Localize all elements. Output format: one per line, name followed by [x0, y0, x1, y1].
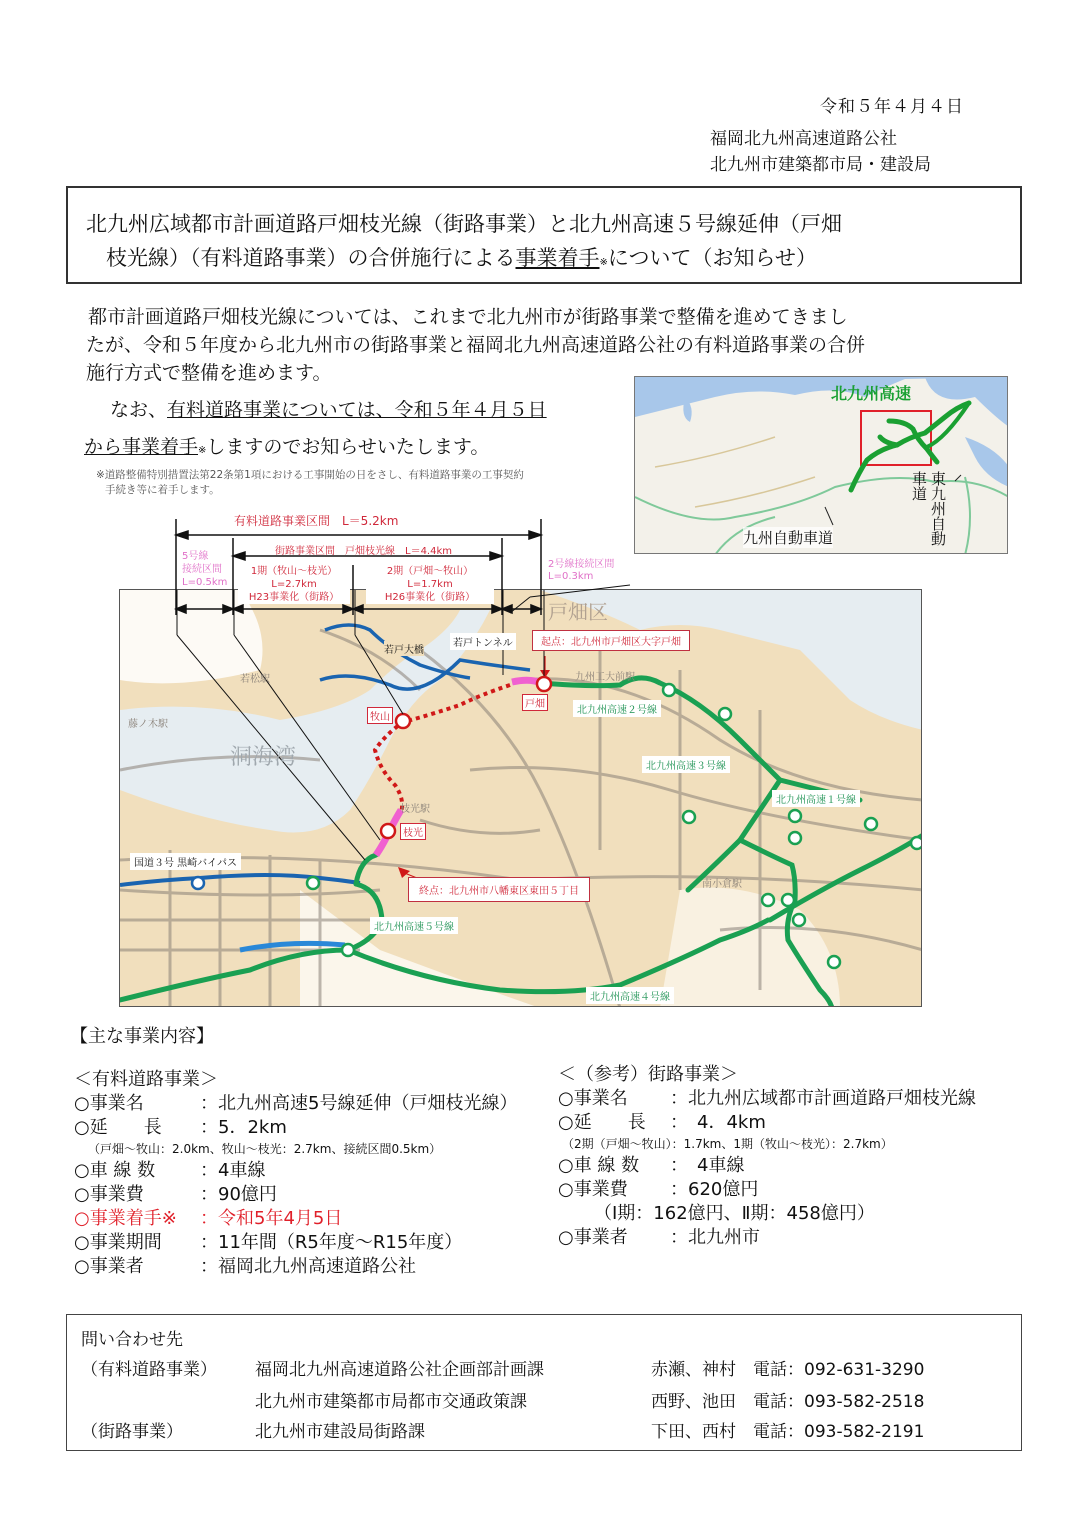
row-value: ： 4車線	[670, 1155, 745, 1176]
phase2-year: H26事業化（街路）	[384, 592, 476, 603]
toll-road-details	[74, 1068, 517, 1279]
toll-row-length-note: （戸畑～牧山：2.0km、牧山～枝光：2.7km、接続区間0.5km）	[88, 1142, 442, 1156]
issuer-city-bureau: 北九州市建築都市局・建設局	[710, 155, 931, 175]
toll-section-label: 有料道路事業区間 L＝5.2km	[234, 514, 399, 528]
label-higashi-kyushu-expressway: 東九州自動車道	[910, 471, 947, 546]
street-row-operator	[558, 1226, 976, 1250]
row-value: ：620億円	[670, 1179, 759, 1200]
contact-department: 福岡北九州高速道路公社企画部計画課	[255, 1360, 544, 1380]
phase2-label	[366, 565, 494, 604]
issuer-expressway-corp: 福岡北九州高速道路公社	[710, 129, 897, 149]
body-underlined-text: 有料道路事業については、令和５年４月５日	[167, 399, 547, 421]
label-station-edamitsu: 枝光駅	[400, 804, 430, 815]
row-value: ：北九州高速5号線延伸（戸畑枝光線）	[200, 1093, 518, 1114]
row-label: ○事業期間	[74, 1232, 162, 1253]
phase1-year: H23事業化（街路）	[248, 592, 340, 603]
street-row-length-note: （2期（戸畑～牧山）：1.7km、1期（牧山～枝光）：2.7km）	[562, 1137, 893, 1151]
footnote-mark: ※	[599, 257, 608, 268]
row-value: ：11年間（R5年度～R15年度）	[200, 1232, 463, 1253]
title-underlined-text: 事業着手	[515, 246, 600, 270]
route5-connection-label	[182, 550, 227, 589]
footnote-mark: ※	[198, 445, 207, 456]
details-heading: 【主な事業内容】	[70, 1026, 214, 1047]
route5-connection-line-1: 5号線	[182, 551, 209, 562]
ward-label: 戸畑区	[548, 600, 608, 624]
route2-connection-line-1: 2号線接続区間	[548, 559, 615, 570]
row-value: ：90億円	[200, 1184, 277, 1205]
phase2-length: L=1.7km	[407, 579, 453, 590]
title-text-end: について（お知らせ）	[607, 246, 817, 270]
contact-names: 下田、西村	[651, 1422, 736, 1442]
toll-row-name	[74, 1092, 517, 1116]
toll-row-cost	[74, 1183, 517, 1207]
footnote-line-1: ※道路整備特別措置法第22条第1項における工事開始の日をさし、有料道路事業の工事契約	[96, 469, 524, 481]
section-dimension-diagram	[110, 505, 930, 1010]
contact-phone[interactable]: 電話：093-582-2191	[753, 1422, 925, 1442]
label-station-wakamatsu: 若松駅	[240, 674, 270, 685]
toll-row-lanes	[74, 1159, 517, 1183]
contact-category: （街路事業）	[81, 1422, 183, 1442]
row-label: ○事業者	[74, 1256, 144, 1277]
document-date: 令和５年４月４日	[820, 97, 964, 117]
street-project-details	[558, 1063, 976, 1250]
label-station-minami-kokura: 南小倉駅	[702, 879, 742, 890]
contact-category: （有料道路事業）	[81, 1360, 217, 1380]
contact-heading: 問い合わせ先	[81, 1330, 183, 1350]
contact-department: 北九州市建築都市局都市交通政策課	[255, 1392, 527, 1412]
toll-row-period	[74, 1231, 517, 1255]
toll-row-operator	[74, 1255, 517, 1279]
row-value: ：福岡北九州高速道路公社	[200, 1256, 416, 1277]
phase1-label	[238, 565, 350, 604]
contact-department: 北九州市建設局街路課	[255, 1422, 425, 1442]
end-point-callout: 終点：北九州市八幡東区東田５丁目	[408, 877, 590, 902]
phase1-line-1: 1期（牧山～枝光）	[250, 566, 338, 577]
contact-box	[66, 1314, 1022, 1451]
row-label: ○事業費	[558, 1179, 628, 1200]
title-text: 枝光線）（有料道路事業）の合併施行による	[106, 246, 516, 270]
row-label: ○延 長	[74, 1117, 162, 1138]
label-kyushu-expressway: 九州自動車道	[743, 529, 834, 547]
label-wakato-bridge: 若戸大橋	[384, 641, 424, 656]
route5-connection-line-3: L=0.5km	[182, 577, 228, 588]
contact-row	[81, 1387, 1011, 1415]
label-expressway-4: 北九州高速４号線	[586, 987, 674, 1004]
body-underlined-text: から事業着手	[84, 436, 199, 458]
label-expressway-5: 北九州高速５号線	[370, 917, 458, 934]
body-text: なお、	[110, 399, 168, 421]
toll-heading: ＜有料道路事業＞	[74, 1069, 218, 1090]
label-dokai-bay: 洞海湾	[230, 745, 297, 770]
label-station-kyutech: 九州工大前駅	[575, 672, 635, 683]
label-wakato-tunnel: 若戸トンネル	[450, 633, 516, 650]
node-label-makiyama: 牧山	[367, 707, 393, 724]
row-label: ○事業名	[74, 1093, 144, 1114]
node-label-tobata: 戸畑	[522, 694, 548, 711]
body-paragraph-line-2: たが、令和５年度から北九州市の街路事業と福岡北九州高速道路公社の有料道路事業の合併	[86, 334, 866, 356]
label-expressway-1: 北九州高速１号線	[772, 790, 860, 807]
footnote-line-2: 手続き等に着手します。	[105, 484, 220, 496]
phase1-length: L=2.7km	[271, 579, 317, 590]
label-station-fujinoki: 藤ノ木駅	[128, 719, 168, 730]
row-label: ○車 線 数	[558, 1155, 640, 1176]
row-label: ○延 長	[558, 1112, 646, 1133]
title-line-1: 北九州広域都市計画道路戸畑枝光線（街路事業）と北九州高速５号線延伸（戸畑	[86, 212, 842, 236]
body-paragraph-2-line-2	[84, 432, 489, 459]
street-heading: ＜（参考）街路事業＞	[558, 1064, 738, 1085]
body-paragraph-2-line-1	[110, 395, 547, 422]
body-paragraph-line-1: 都市計画道路戸畑枝光線については、これまで北九州市が街路事業で整備を進めてきまし	[88, 306, 848, 328]
contact-phone[interactable]: 電話：093-582-2518	[753, 1392, 925, 1412]
row-value: ：北九州市	[670, 1227, 760, 1248]
street-row-length	[558, 1111, 976, 1135]
contact-names: 西野、池田	[651, 1392, 736, 1412]
label-expressway-3: 北九州高速３号線	[642, 756, 730, 773]
label-expressway-2: 北九州高速２号線	[573, 700, 661, 717]
contact-row	[81, 1417, 1011, 1445]
title-box	[66, 186, 1022, 284]
row-value: ： 4．4km	[670, 1112, 766, 1133]
body-paragraph-line-3: 施行方式で整備を進めます。	[86, 362, 332, 384]
toll-row-start-date	[74, 1207, 517, 1231]
route5-connection-line-2: 接続区間	[182, 564, 222, 575]
title-line-2	[106, 242, 817, 272]
phase2-line-1: 2期（戸畑～牧山）	[386, 566, 474, 577]
node-label-edamitsu: 枝光	[400, 823, 426, 840]
row-value: ：令和5年4月5日	[200, 1208, 343, 1229]
row-label: ○事業着手※	[74, 1208, 177, 1229]
contact-names: 赤瀬、神村	[651, 1360, 736, 1380]
row-value: ：5．2km	[200, 1117, 287, 1138]
dimension-lines	[110, 505, 930, 615]
contact-row	[81, 1355, 1011, 1383]
street-row-name	[558, 1087, 976, 1111]
street-row-cost	[558, 1178, 976, 1202]
row-label: ○事業者	[558, 1227, 628, 1248]
route2-connection-line-2: L=0.3km	[548, 571, 594, 582]
row-label: ○車 線 数	[74, 1160, 156, 1181]
street-row-cost-breakdown: （Ⅰ期：162億円、Ⅱ期：458億円）	[594, 1203, 875, 1224]
row-label: ○事業名	[558, 1088, 628, 1109]
street-row-lanes	[558, 1154, 976, 1178]
start-point-callout: 起点：北九州市戸畑区大字戸畑	[532, 630, 690, 651]
row-value: ：北九州広域都市計画道路戸畑枝光線	[670, 1088, 976, 1109]
label-route3-kurosaki-bypass: 国道３号 黒崎バイパス	[130, 853, 241, 870]
row-label: ○事業費	[74, 1184, 144, 1205]
contact-phone[interactable]: 電話：092-631-3290	[753, 1360, 925, 1380]
inset-title: 北九州高速	[831, 384, 912, 403]
toll-row-length	[74, 1116, 517, 1140]
route2-connection-label	[548, 559, 614, 583]
body-text: しますのでお知らせいたします。	[206, 436, 490, 458]
row-value: ：4車線	[200, 1160, 266, 1181]
street-section-label: 街路事業区間 戸畑枝光線 L＝4.4km	[275, 546, 453, 557]
